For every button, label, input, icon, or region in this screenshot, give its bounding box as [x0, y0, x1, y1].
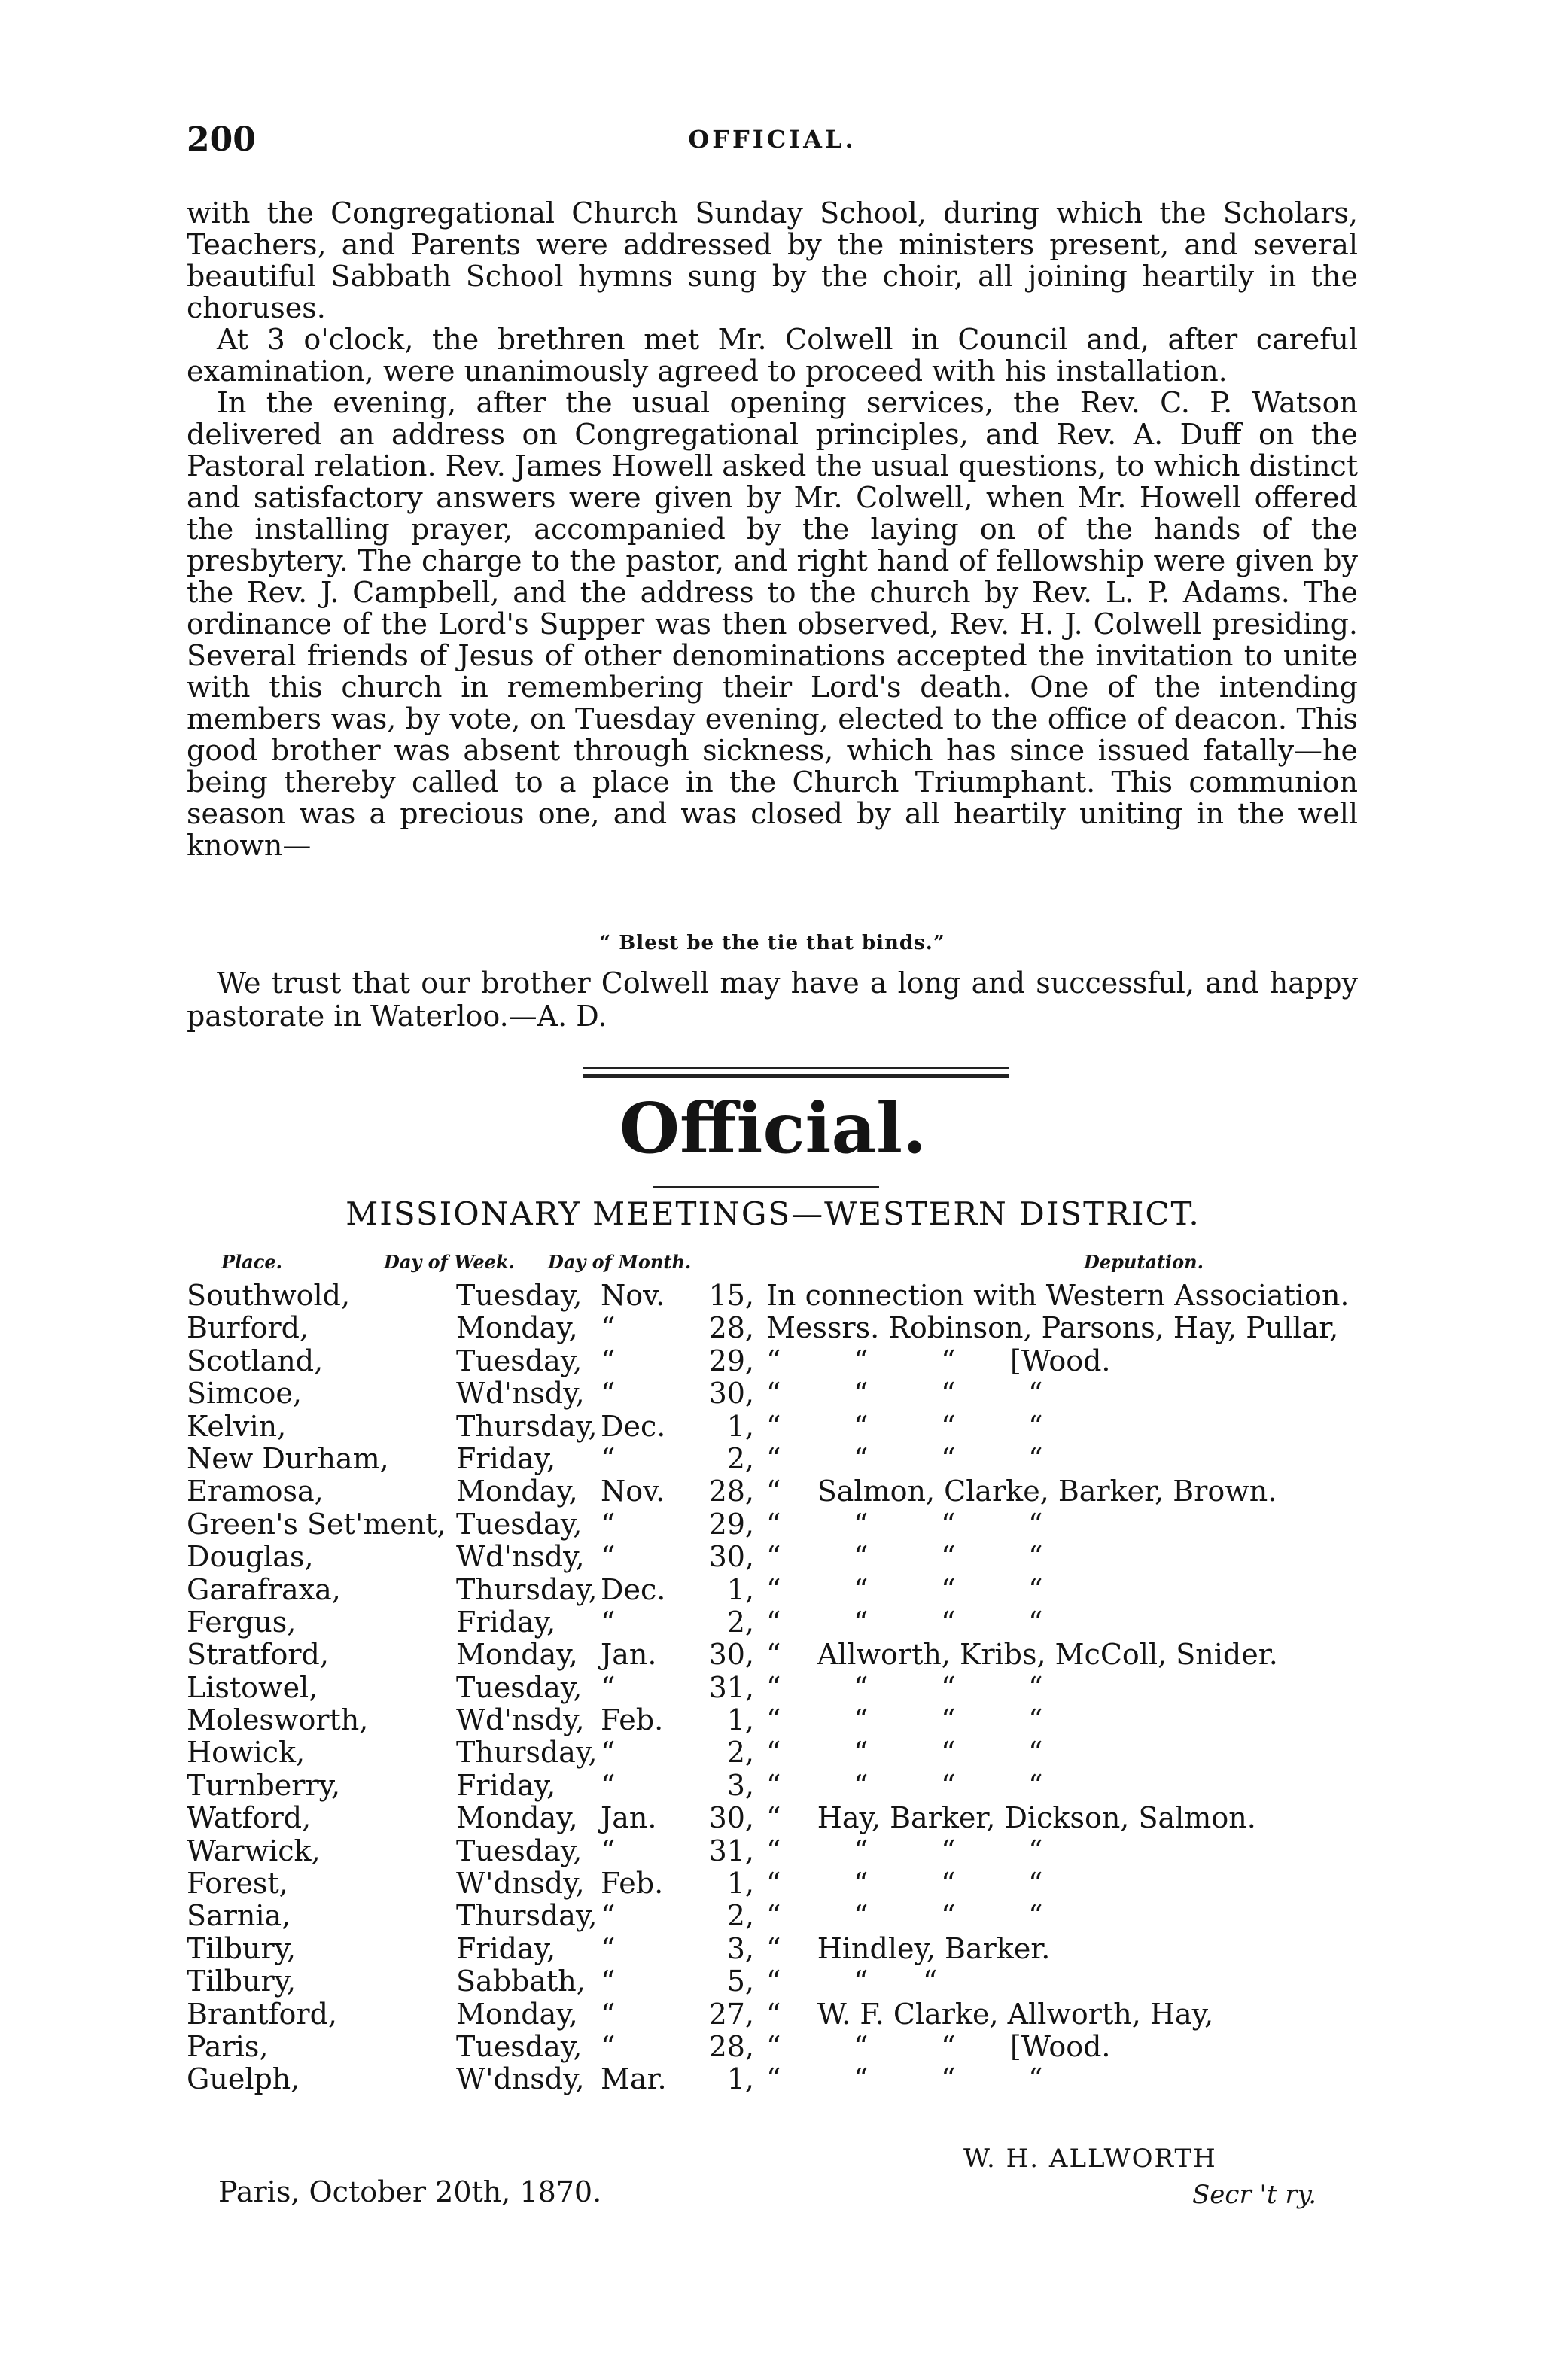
deputation-cell: “ “ “ [Wood.	[766, 2029, 1111, 2063]
day-of-week-cell: Friday,	[456, 1605, 556, 1639]
section-divider	[583, 1067, 1009, 1078]
month-cell: Jan.	[601, 1638, 657, 1672]
table-row	[187, 1411, 1361, 1443]
place-cell: Douglas,	[187, 1540, 314, 1574]
table-row	[187, 1900, 1361, 1932]
day-of-month-cell: 2,	[726, 1736, 754, 1770]
deputation-cell: Messrs. Robinson, Parsons, Hay, Pullar,	[766, 1311, 1339, 1345]
day-of-week-cell: Monday,	[456, 1638, 578, 1672]
day-of-month-cell: 2,	[726, 1899, 754, 1933]
month-cell: Dec.	[601, 1572, 666, 1606]
table-row	[187, 1802, 1361, 1834]
place-cell: Brantford,	[187, 1997, 338, 2031]
place-cell: Watford,	[187, 1801, 312, 1835]
day-of-week-cell: Tuesday,	[456, 1344, 583, 1377]
day-of-month-cell: 29,	[708, 1344, 754, 1377]
month-cell: Nov.	[601, 1279, 665, 1312]
month-cell: Feb.	[601, 1703, 664, 1737]
month-cell: “	[601, 2029, 616, 2063]
table-row	[187, 1867, 1361, 1900]
place-cell: Scotland,	[187, 1344, 324, 1377]
month-cell: Dec.	[601, 1409, 666, 1443]
day-of-week-cell: W'dnsdy,	[456, 2062, 585, 2096]
place-cell: Green's Set'ment,	[187, 1507, 446, 1541]
place-cell: Fergus,	[187, 1605, 297, 1639]
month-cell: “	[601, 1311, 616, 1345]
day-of-month-cell: 28,	[708, 1475, 754, 1508]
day-of-month-cell: 27,	[708, 1997, 754, 2031]
deputation-cell: “ “ “ “	[766, 1377, 1043, 1411]
deputation-cell: “ “ “ “	[766, 1409, 1043, 1443]
place-cell: Tilbury,	[187, 1931, 297, 1965]
table-row	[187, 1312, 1361, 1344]
column-header-place: Place.	[221, 1251, 282, 1273]
day-of-month-cell: 1,	[726, 2062, 754, 2096]
table-row	[187, 1280, 1361, 1312]
column-header-month: Day of Month.	[548, 1251, 692, 1273]
month-cell: “	[601, 1441, 616, 1475]
deputation-cell: “ Hindley, Barker.	[766, 1931, 1051, 1965]
page-number: 200	[187, 120, 256, 159]
deputation-cell: “ “ “ “	[766, 1441, 1043, 1475]
deputation-cell: “ “ “ “	[766, 1768, 1043, 1802]
table-row	[187, 1475, 1361, 1508]
deputation-cell: “ “ “ “	[766, 1540, 1043, 1574]
signatory-title: Secr 't ry.	[1192, 2180, 1317, 2210]
table-row	[187, 1933, 1361, 1965]
place-cell: Molesworth,	[187, 1703, 369, 1737]
table-row	[187, 1541, 1361, 1573]
place-cell: New Durham,	[187, 1441, 389, 1475]
place-cell: Garafraxa,	[187, 1572, 341, 1606]
running-head: OFFICIAL.	[688, 125, 857, 154]
day-of-month-cell: 31,	[708, 1834, 754, 1867]
column-header-day: Day of Week.	[384, 1251, 515, 1273]
table-row	[187, 1639, 1361, 1671]
table-row	[187, 1770, 1361, 1802]
day-of-week-cell: Monday,	[456, 1311, 578, 1345]
day-of-week-cell: Friday,	[456, 1931, 556, 1965]
deputation-cell: “ “ “ “	[766, 1834, 1043, 1867]
table-row	[187, 1574, 1361, 1606]
signature: W. H. ALLWORTH	[963, 2144, 1217, 2174]
month-cell: “	[601, 1931, 616, 1965]
day-of-week-cell: Wd'nsdy,	[456, 1703, 585, 1737]
day-of-month-cell: 2,	[726, 1605, 754, 1639]
day-of-month-cell: 15,	[708, 1279, 754, 1312]
place-cell: Guelph,	[187, 2062, 300, 2096]
place-cell: Forest,	[187, 1867, 288, 1901]
table-row	[187, 1998, 1361, 2031]
month-cell: “	[601, 1997, 616, 2031]
month-cell: “	[601, 1507, 616, 1541]
table-row	[187, 2031, 1361, 2063]
day-of-month-cell: 1,	[726, 1867, 754, 1901]
place-cell: Eramosa,	[187, 1475, 324, 1508]
table-title: MISSIONARY MEETINGS—WESTERN DISTRICT.	[345, 1195, 1201, 1232]
deputation-cell: “ “ “ “	[766, 1899, 1043, 1933]
place-cell: Simcoe,	[187, 1377, 302, 1411]
page-header	[187, 120, 1358, 166]
table-row	[187, 1704, 1361, 1736]
day-of-week-cell: Thursday,	[456, 1736, 598, 1770]
day-of-month-cell: 28,	[708, 2029, 754, 2063]
month-cell: “	[601, 1834, 616, 1867]
hymn-quote: “ Blest be the tie that binds.”	[599, 932, 945, 954]
place-cell: Tilbury,	[187, 1965, 297, 1998]
place-cell: Southwold,	[187, 1279, 351, 1312]
table-row	[187, 2063, 1361, 2095]
day-of-week-cell: W'dnsdy,	[456, 1867, 585, 1901]
paragraph: At 3 o'clock, the brethren met Mr. Colwell in Council and, after careful examination, were unanimously agreed to proceed with his installation.	[187, 323, 1358, 388]
month-cell: “	[601, 1344, 616, 1377]
day-of-week-cell: Tuesday,	[456, 2029, 583, 2063]
deputation-cell: “ Salmon, Clarke, Barker, Brown.	[766, 1475, 1277, 1508]
place-cell: Sarnia,	[187, 1899, 291, 1933]
day-of-week-cell: Monday,	[456, 1997, 578, 2031]
deputation-cell: “ “ “ “	[766, 1605, 1043, 1639]
day-of-week-cell: Sabbath,	[456, 1965, 586, 1998]
deputation-cell: “ “ “ “	[766, 1670, 1043, 1704]
deputation-cell: “ “ “	[766, 1965, 938, 1998]
day-of-month-cell: 3,	[726, 1931, 754, 1965]
deputation-cell: “ “ “ “	[766, 1507, 1043, 1541]
day-of-week-cell: Tuesday,	[456, 1670, 583, 1704]
deputation-cell: “ “ “ “	[766, 1703, 1043, 1737]
table-row	[187, 1965, 1361, 1998]
day-of-week-cell: Friday,	[456, 1768, 556, 1802]
day-of-week-cell: Monday,	[456, 1801, 578, 1835]
deputation-cell: “ “ “ “	[766, 1572, 1043, 1606]
column-headers	[187, 1251, 1361, 1277]
month-cell: “	[601, 1605, 616, 1639]
month-cell: Nov.	[601, 1475, 665, 1508]
day-of-month-cell: 3,	[726, 1768, 754, 1802]
place-cell: Stratford,	[187, 1638, 329, 1672]
place-cell: Burford,	[187, 1311, 309, 1345]
day-of-week-cell: Thursday,	[456, 1899, 598, 1933]
paragraph: with the Congregational Church Sunday School, during which the Scholars, Teachers, and Parents were addressed by the ministers present, and several beautiful Sabbath School hymns sung by the choir, all joining heartily in the choruses.	[187, 196, 1358, 324]
table-row	[187, 1377, 1361, 1410]
day-of-week-cell: Wd'nsdy,	[456, 1540, 585, 1574]
month-cell: “	[601, 1899, 616, 1933]
day-of-week-cell: Tuesday,	[456, 1834, 583, 1867]
heading-rule	[653, 1186, 879, 1188]
table-row	[187, 1443, 1361, 1475]
day-of-month-cell: 30,	[708, 1540, 754, 1574]
meeting-schedule	[187, 1280, 1361, 2096]
place-cell: Kelvin,	[187, 1409, 287, 1443]
dateline: Paris, October 20th, 1870.	[218, 2175, 602, 2208]
day-of-month-cell: 1,	[726, 1409, 754, 1443]
deputation-cell: “ W. F. Clarke, Allworth, Hay,	[766, 1997, 1214, 2031]
day-of-month-cell: 5,	[726, 1965, 754, 1998]
month-cell: “	[601, 1768, 616, 1802]
article-body	[187, 197, 1358, 861]
place-cell: Warwick,	[187, 1834, 321, 1867]
day-of-week-cell: Friday,	[456, 1441, 556, 1475]
place-cell: Paris,	[187, 2029, 269, 2063]
table-row	[187, 1736, 1361, 1769]
day-of-month-cell: 1,	[726, 1703, 754, 1737]
place-cell: Listowel,	[187, 1670, 318, 1704]
month-cell: “	[601, 1670, 616, 1704]
day-of-month-cell: 31,	[708, 1670, 754, 1704]
table-row	[187, 1508, 1361, 1541]
place-cell: Howick,	[187, 1736, 306, 1770]
column-header-deputation: Deputation.	[1084, 1251, 1204, 1273]
month-cell: “	[601, 1736, 616, 1770]
day-of-month-cell: 1,	[726, 1572, 754, 1606]
day-of-month-cell: 2,	[726, 1441, 754, 1475]
day-of-week-cell: Thursday,	[456, 1409, 598, 1443]
paragraph: In the evening, after the usual opening services, the Rev. C. P. Watson delivered an address on Congregational principles, and Rev. A. Duff on the Pastoral relation. Rev. James Howell asked the usual questions, to which distinct and satisfactory answers were given by Mr. Colwell, when Mr. Howell offered the installing prayer, accompanied by the laying on of the hands of the presbytery. The charge to the pastor, and right hand of fellowship were given by the Rev. J. Campbell, and the address to the church by Rev. L. P. Adams. The ordinance of the Lord's Supper was then observed, Rev. H. J. Colwell presiding. Several friends of Jesus of other denominations accepted the invitation to unite with this church in remembering their Lord's death. One of the intending members was, by vote, on Tuesday evening, elected to the office of deacon. This good brother was absent through sickness, which has since issued fatally—he being thereby called to a place in the Church Triumphant. This communion season was a precious one, and was closed by all heartily uniting in the well known—	[187, 386, 1358, 862]
day-of-month-cell: 30,	[708, 1638, 754, 1672]
deputation-cell: “ Hay, Barker, Dickson, Salmon.	[766, 1801, 1256, 1835]
month-cell: “	[601, 1965, 616, 1998]
day-of-week-cell: Tuesday,	[456, 1279, 583, 1312]
deputation-cell: “ Allworth, Kribs, McColl, Snider.	[766, 1638, 1278, 1672]
day-of-week-cell: Wd'nsdy,	[456, 1377, 585, 1411]
day-of-week-cell: Tuesday,	[456, 1507, 583, 1541]
table-row	[187, 1835, 1361, 1867]
day-of-week-cell: Monday,	[456, 1475, 578, 1508]
deputation-cell: “ “ “ “	[766, 1867, 1043, 1901]
section-heading: Official.	[619, 1088, 927, 1169]
month-cell: Mar.	[601, 2062, 667, 2096]
month-cell: “	[601, 1377, 616, 1411]
place-cell: Turnberry,	[187, 1768, 341, 1802]
table-row	[187, 1345, 1361, 1377]
deputation-cell: “ “ “ “	[766, 1736, 1043, 1770]
month-cell: Jan.	[601, 1801, 657, 1835]
table-row	[187, 1672, 1361, 1704]
month-cell: “	[601, 1540, 616, 1574]
paragraph: We trust that our brother Colwell may have a long and successful, and happy pastorate in Waterloo.—A. D.	[187, 966, 1358, 1033]
month-cell: Feb.	[601, 1867, 664, 1901]
day-of-week-cell: Thursday,	[456, 1572, 598, 1606]
deputation-cell: In connection with Western Association.	[766, 1279, 1350, 1312]
day-of-month-cell: 30,	[708, 1801, 754, 1835]
closing-paragraph	[187, 966, 1358, 1033]
deputation-cell: “ “ “ [Wood.	[766, 1344, 1111, 1377]
table-row	[187, 1606, 1361, 1639]
deputation-cell: “ “ “ “	[766, 2062, 1043, 2096]
day-of-month-cell: 30,	[708, 1377, 754, 1411]
day-of-month-cell: 29,	[708, 1507, 754, 1541]
day-of-month-cell: 28,	[708, 1311, 754, 1345]
